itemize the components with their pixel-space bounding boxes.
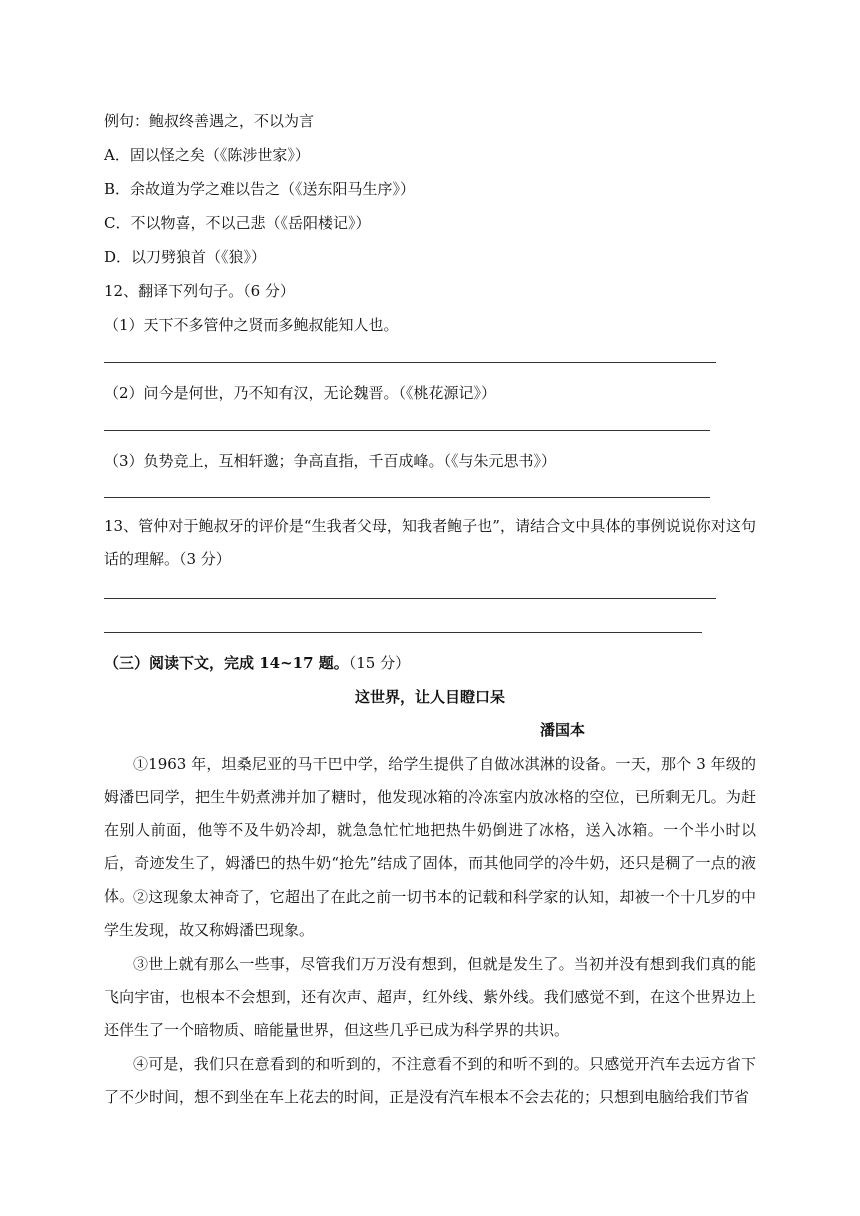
option-d: D．以刀劈狼首（《狼》）: [104, 248, 267, 266]
answer-line: [104, 632, 702, 633]
question-12-item-3: （3）负势竞上，互相轩邈；争高直指，千百成峰。（《与朱元思书》）: [104, 452, 557, 470]
question-13: 13、管仲对于鲍叔牙的评价是“生我者父母，知我者鲍子也”，请结合文中具体的事例说说你对这句话的理解。（3 分）: [104, 517, 756, 568]
paragraph-4: ④可是，我们只在意看到的和听到的，不注意看不到的和听不到的。只感觉开汽车去远方省下了不少时间，想不到坐在车上花去的时间，正是没有汽车根本不会去花的；只想到电脑给我们节省: [104, 1055, 756, 1106]
paragraph-2: ②这现象太神奇了，它超出了在此之前一切书本的记载和科学家的认知，却被一个十几岁的中学生发现，故又称姆潘巴现象。: [104, 888, 756, 939]
paragraph-1: ①1963 年，坦桑尼亚的马干巴中学，给学生提供了自做冰淇淋的设备。一天，那个 3 年级的姆潘巴同学，把生牛奶煮沸并加了糖时，他发现冰箱的冷冻室内放冰格的空位，已所剩无几。为赶在别人前面，他等不及牛奶冷却，就急急忙忙地把热牛奶倒进了冰格，送入冰箱。一个半小时以后，奇迹发生了，姆潘巴的热牛奶“抢先”结成了固体，而其他同学的冷牛奶，还只是稠了一点的液体。: [104, 755, 756, 905]
answer-line: [104, 430, 710, 431]
answer-line: [104, 598, 716, 599]
option-b: B．余故道为学之难以告之（《送东阳马生序》）: [104, 180, 416, 198]
question-12-title: 12、翻译下列句子。（6 分）: [104, 282, 295, 300]
section-3-points: （15 分）: [348, 654, 411, 672]
question-12-item-1: （1）天下不多管仲之贤而多鲍叔能知人也。: [104, 316, 399, 334]
question-12-item-2: （2）问今是何世，乃不知有汉，无论魏晋。（《桃花源记》）: [104, 384, 497, 402]
section-3-header: [104, 652, 410, 673]
section-3-instruction: （三）阅读下文，完成 14~17 题。: [104, 654, 349, 672]
answer-line: [104, 497, 710, 498]
example-sentence: 例句：鲍叔终善遇之，不以为言: [104, 112, 315, 130]
paragraph-3: ③世上就有那么一些事，尽管我们万万没有想到，但就是发生了。当初并没有想到我们真的能飞向宇宙，也根本不会想到，还有次声、超声，红外线、紫外线。我们感觉不到，在这个世界边上还伴生了一个暗物质、暗能量世界，但这些几乎已成为科学界的共识。: [104, 955, 756, 1039]
answer-line: [104, 362, 716, 363]
option-a: A．固以怪之矣（《陈涉世家》）: [104, 146, 310, 164]
article-title: 这世界，让人目瞪口呆: [354, 688, 505, 706]
option-c: C．不以物喜，不以己悲（《岳阳楼记》）: [104, 214, 371, 232]
article-author: 潘国本: [540, 721, 586, 739]
